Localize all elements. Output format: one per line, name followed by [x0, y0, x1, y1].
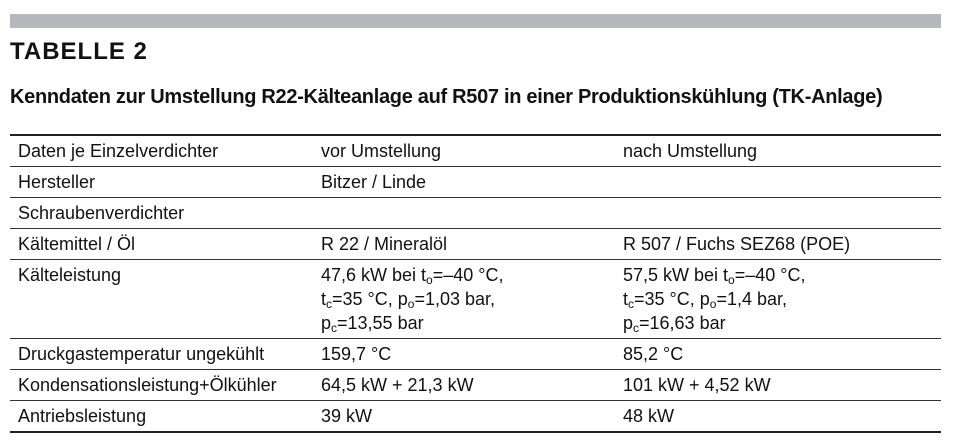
- column-header-data: Daten je Einzelverdichter: [18, 141, 219, 161]
- capacity-line-2: $t_c=35$ °C, $p_o=1,4$ bar,: [623, 289, 788, 311]
- cell-before: 64,5 kW + 21,3 kW: [321, 375, 474, 395]
- table-row: [10, 167, 941, 198]
- row-label: Kondensationsleistung+Ölkühler: [18, 375, 277, 395]
- capacity-line-1: 47,6 kW bei $t_o=-40$ °C,: [321, 265, 504, 287]
- cell-after: 48 kW: [623, 406, 675, 426]
- capacity-line-1: 57,5 kW bei $t_o=-40$ °C,: [623, 265, 806, 287]
- capacity-line-3: $p_c=16,63$ bar: [623, 313, 726, 335]
- row-label: Kältemittel / Öl: [18, 234, 136, 254]
- table-row: [10, 229, 941, 260]
- capacity-line-2: $t_c=35$ °C, $p_o=1,03$ bar,: [321, 289, 496, 311]
- top-decorative-bar: [10, 14, 941, 28]
- data-table: [10, 134, 941, 433]
- cell-before: 39 kW: [321, 406, 373, 426]
- column-header-before: vor Umstellung: [321, 141, 442, 161]
- row-label: Hersteller: [18, 172, 96, 192]
- cell-after: [615, 198, 941, 229]
- row-label: Antriebsleistung: [18, 406, 147, 426]
- cell-after: 101 kW + 4,52 kW: [623, 375, 771, 395]
- cell-after: [615, 167, 941, 198]
- table-title: Kenndaten zur Umstellung R22-Kälteanlage auf R507 in einer Produktionskühlung (TK-Anlage): [10, 86, 883, 108]
- cell-before: Bitzer / Linde: [321, 172, 427, 192]
- row-label: Kälteleistung: [18, 265, 122, 285]
- row-label: Druckgastemperatur ungekühlt: [18, 344, 265, 364]
- table-row: [10, 260, 941, 339]
- capacity-line-3: $p_c=13,55$ bar: [321, 313, 424, 335]
- cell-after: [615, 260, 941, 339]
- cell-before: 159,7 °C: [321, 344, 392, 364]
- table-row: [10, 370, 941, 401]
- table-row: [10, 401, 941, 433]
- cell-after: R 507 / Fuchs SEZ68 (POE): [623, 234, 851, 254]
- cell-before: [313, 260, 615, 339]
- table-header-row: [10, 135, 941, 167]
- table-row: [10, 198, 941, 229]
- cell-after: 85,2 °C: [623, 344, 684, 364]
- cell-before: [313, 198, 615, 229]
- table-label: TABELLE 2: [10, 38, 148, 65]
- column-header-after: nach Umstellung: [623, 141, 758, 161]
- row-label: Schraubenverdichter: [18, 203, 185, 223]
- table-row: [10, 339, 941, 370]
- cell-before: R 22 / Mineralöl: [321, 234, 448, 254]
